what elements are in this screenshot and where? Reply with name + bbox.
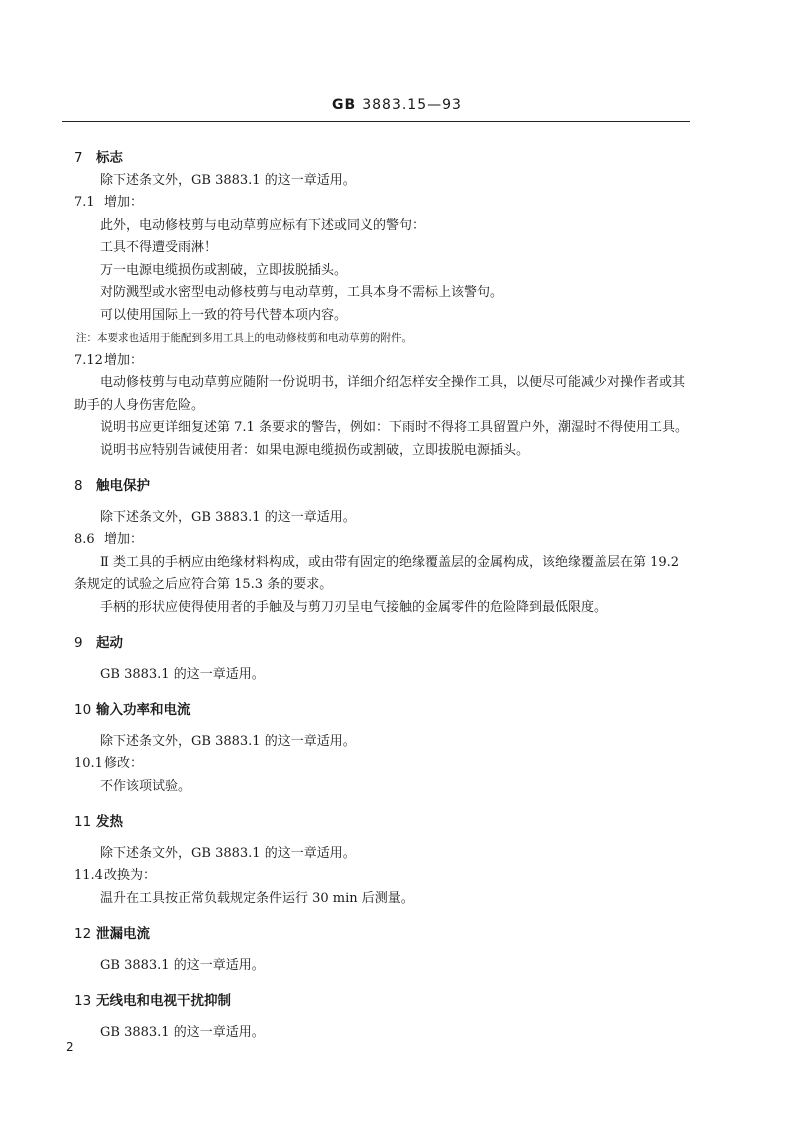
clause-7-12-paragraph: 说明书应更详细复述第 7.1 条要求的警告，例如：下雨时不得将工具留置户外，潮湿时不得使用工具。 xyxy=(100,420,688,435)
section-13-text: GB 3883.1 的这一章适用。 xyxy=(100,1024,265,1040)
section-10-heading: 10 输入功率和电流 xyxy=(74,702,191,718)
header-rule xyxy=(62,121,690,122)
section-12-text: GB 3883.1 的这一章适用。 xyxy=(100,957,265,973)
clause-10-1-heading: 10.1修改： xyxy=(74,756,144,771)
section-13-heading: 13 无线电和电视干扰抑制 xyxy=(74,993,231,1009)
section-10-intro: 除下述条文外，GB 3883.1 的这一章适用。 xyxy=(100,733,356,749)
section-8-intro: 除下述条文外，GB 3883.1 的这一章适用。 xyxy=(100,509,356,525)
section-9-heading: 9 起动 xyxy=(74,635,123,651)
section-8-heading: 8 触电保护 xyxy=(74,478,150,494)
document-body xyxy=(74,143,688,1044)
clause-8-6-paragraph: 手柄的形状应使得使用者的手触及与剪刀刃呈电气接触的金属零件的危险降到最低限度。 xyxy=(100,599,608,615)
section-12-heading: 12 泄漏电流 xyxy=(74,926,150,942)
clause-7-1-line: 工具不得遭受雨淋！ xyxy=(100,240,218,255)
clause-8-6-heading: 8.6 增加： xyxy=(74,532,144,547)
clause-7-12-heading: 7.12增加： xyxy=(74,352,144,368)
clause-8-6-paragraph: Ⅱ 类工具的手柄应由绝缘材料构成，或由带有固定的绝缘覆盖层的金属构成，该绝缘覆盖层在第 19.2条规定的试验之后应符合第 15.3 条的要求。 xyxy=(74,554,680,592)
page-number: 2 xyxy=(66,1040,74,1054)
clause-7-1-line: 对防溅型或水密型电动修枝剪与电动草剪，工具本身不需标上该警句。 xyxy=(100,285,504,300)
section-11-heading: 11 发热 xyxy=(74,814,123,830)
clause-7-12-paragraph: 电动修枝剪与电动草剪应随附一份说明书，详细介绍怎样安全操作工具，以便尽可能减少对操作者或其助手的人身伤害危险。 xyxy=(74,375,686,413)
clause-7-1-line: 万一电源电缆损伤或割破，立即拔脱插头。 xyxy=(100,262,348,278)
clause-10-1-text: 不作该项试验。 xyxy=(100,778,192,794)
clause-7-1-line: 此外，电动修枝剪与电动草剪应标有下述或同义的警句： xyxy=(100,217,426,233)
clause-7-1-line: 可以使用国际上一致的符号代替本项内容。 xyxy=(100,307,348,323)
clause-7-1-heading: 7.1 增加： xyxy=(74,195,144,210)
section-7-heading: 7 标志 xyxy=(74,150,123,166)
clause-11-4-heading: 11.4改换为： xyxy=(74,868,157,883)
clause-7-12-paragraph: 说明书应特别告诫使用者：如果电源电缆损伤或割破，立即拔脱电源插头。 xyxy=(100,442,530,458)
page-header xyxy=(0,97,794,113)
header-prefix: GB xyxy=(332,97,357,113)
section-11-intro: 除下述条文外，GB 3883.1 的这一章适用。 xyxy=(100,845,356,861)
header-code: 3883.15—93 xyxy=(362,97,462,113)
section-9-text: GB 3883.1 的这一章适用。 xyxy=(100,666,265,682)
clause-7-1-note: 注：本要求也适用于能配到多用工具上的电动修枝剪和电动草剪的附件。 xyxy=(76,332,412,344)
section-7-intro: 除下述条文外，GB 3883.1 的这一章适用。 xyxy=(100,172,356,188)
clause-11-4-text: 温升在工具按正常负载规定条件运行 30 min 后测量。 xyxy=(100,890,414,906)
